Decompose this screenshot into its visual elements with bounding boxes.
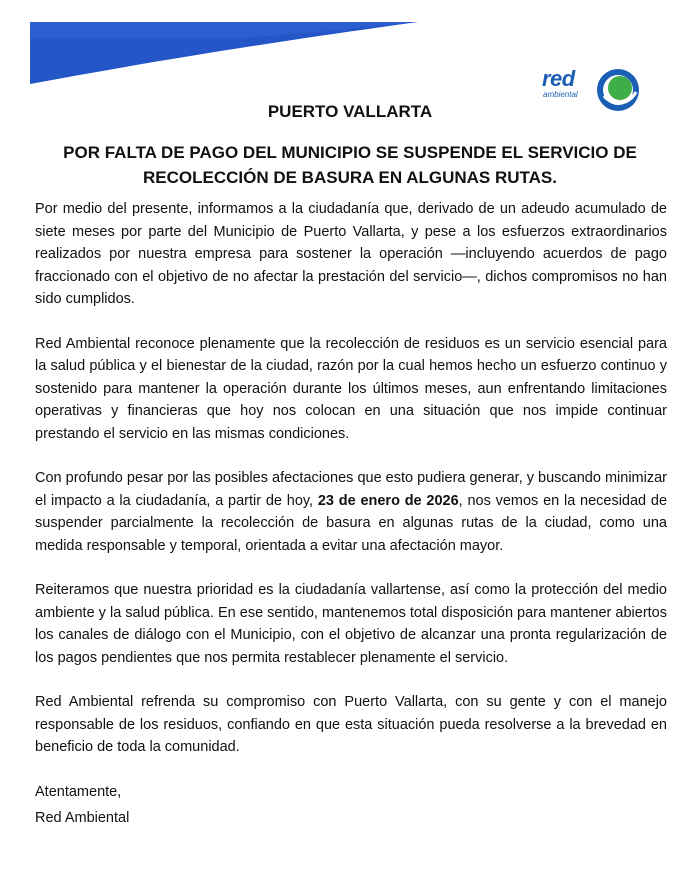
- paragraph-1: Por medio del presente, informamos a la ciudadanía que, derivado de un adeudo acumulado de siete meses por parte del Municipio de Puerto Vallarta, y pese a los esfuerzos extraordinarios realizados por nuestra empresa para sostener la operación —incluyendo acuerdos de pago fraccionado con el objetivo de no afectar la prestación del servicio—, dichos compromisos no han sido cumplidos.: [35, 201, 667, 307]
- paragraph-3: [35, 467, 667, 557]
- paragraph-3-end: , nos vemos en la necesidad de suspender parcialmente la recolección de basura en algunas rutas de la ciudad, como una medida responsable y temporal, orientada a evitar una afectación mayor.: [35, 492, 668, 554]
- salutation: Atentamente,: [35, 783, 122, 800]
- paragraph-2: Red Ambiental reconoce plenamente que la recolección de residuos es un servicio esencial para la salud pública y el bienestar de la ciudad, razón por la cual hemos hecho un esfuerzo continuo y sostenido para mantener la operación durante los últimos meses, aun enfrentando limitaciones operativas y financieras que hoy nos colocan en una situación que nos impide continuar prestando el servicio en las mismas condiciones.: [35, 335, 667, 442]
- paragraph-3-start: Con profundo pesar por las posibles afectaciones que esto pudiera generar, y buscando minimizar el impacto a la ciudadanía, a partir de hoy,: [35, 470, 667, 509]
- statement-body: [35, 198, 667, 834]
- suspension-date: 23 de enero de 2026: [317, 492, 459, 509]
- logo-subtitle: ambiental: [543, 90, 578, 99]
- paragraph-4: Reiteramos que nuestra prioridad es la ciudadanía vallartense, así como la protección del medio ambiente y la salud pública. En ese sentido, mantenemos total disposición para mantener abiertos los canales de diálogo con el Municipio, con el objetivo de alcanzar una pronta regularización de los pagos pendientes que nos permita restablecer plenamente el servicio.: [35, 582, 667, 666]
- logo-wordmark: red: [542, 66, 575, 91]
- headline: POR FALTA DE PAGO DEL MUNICIPIO SE SUSPENDE EL SERVICIO DE RECOLECCIÓN DE BASURA EN ALGUNAS RUTAS.: [63, 143, 637, 187]
- paragraph-5: Red Ambiental refrenda su compromiso con Puerto Vallarta, con su gente y con el manejo responsable de los residuos, confiando en que esta situación pueda resolverse a la brevedad en beneficio de toda la comunidad.: [35, 694, 667, 755]
- page-title: PUERTO VALLARTA: [267, 102, 433, 121]
- signature: Red Ambiental: [35, 810, 130, 826]
